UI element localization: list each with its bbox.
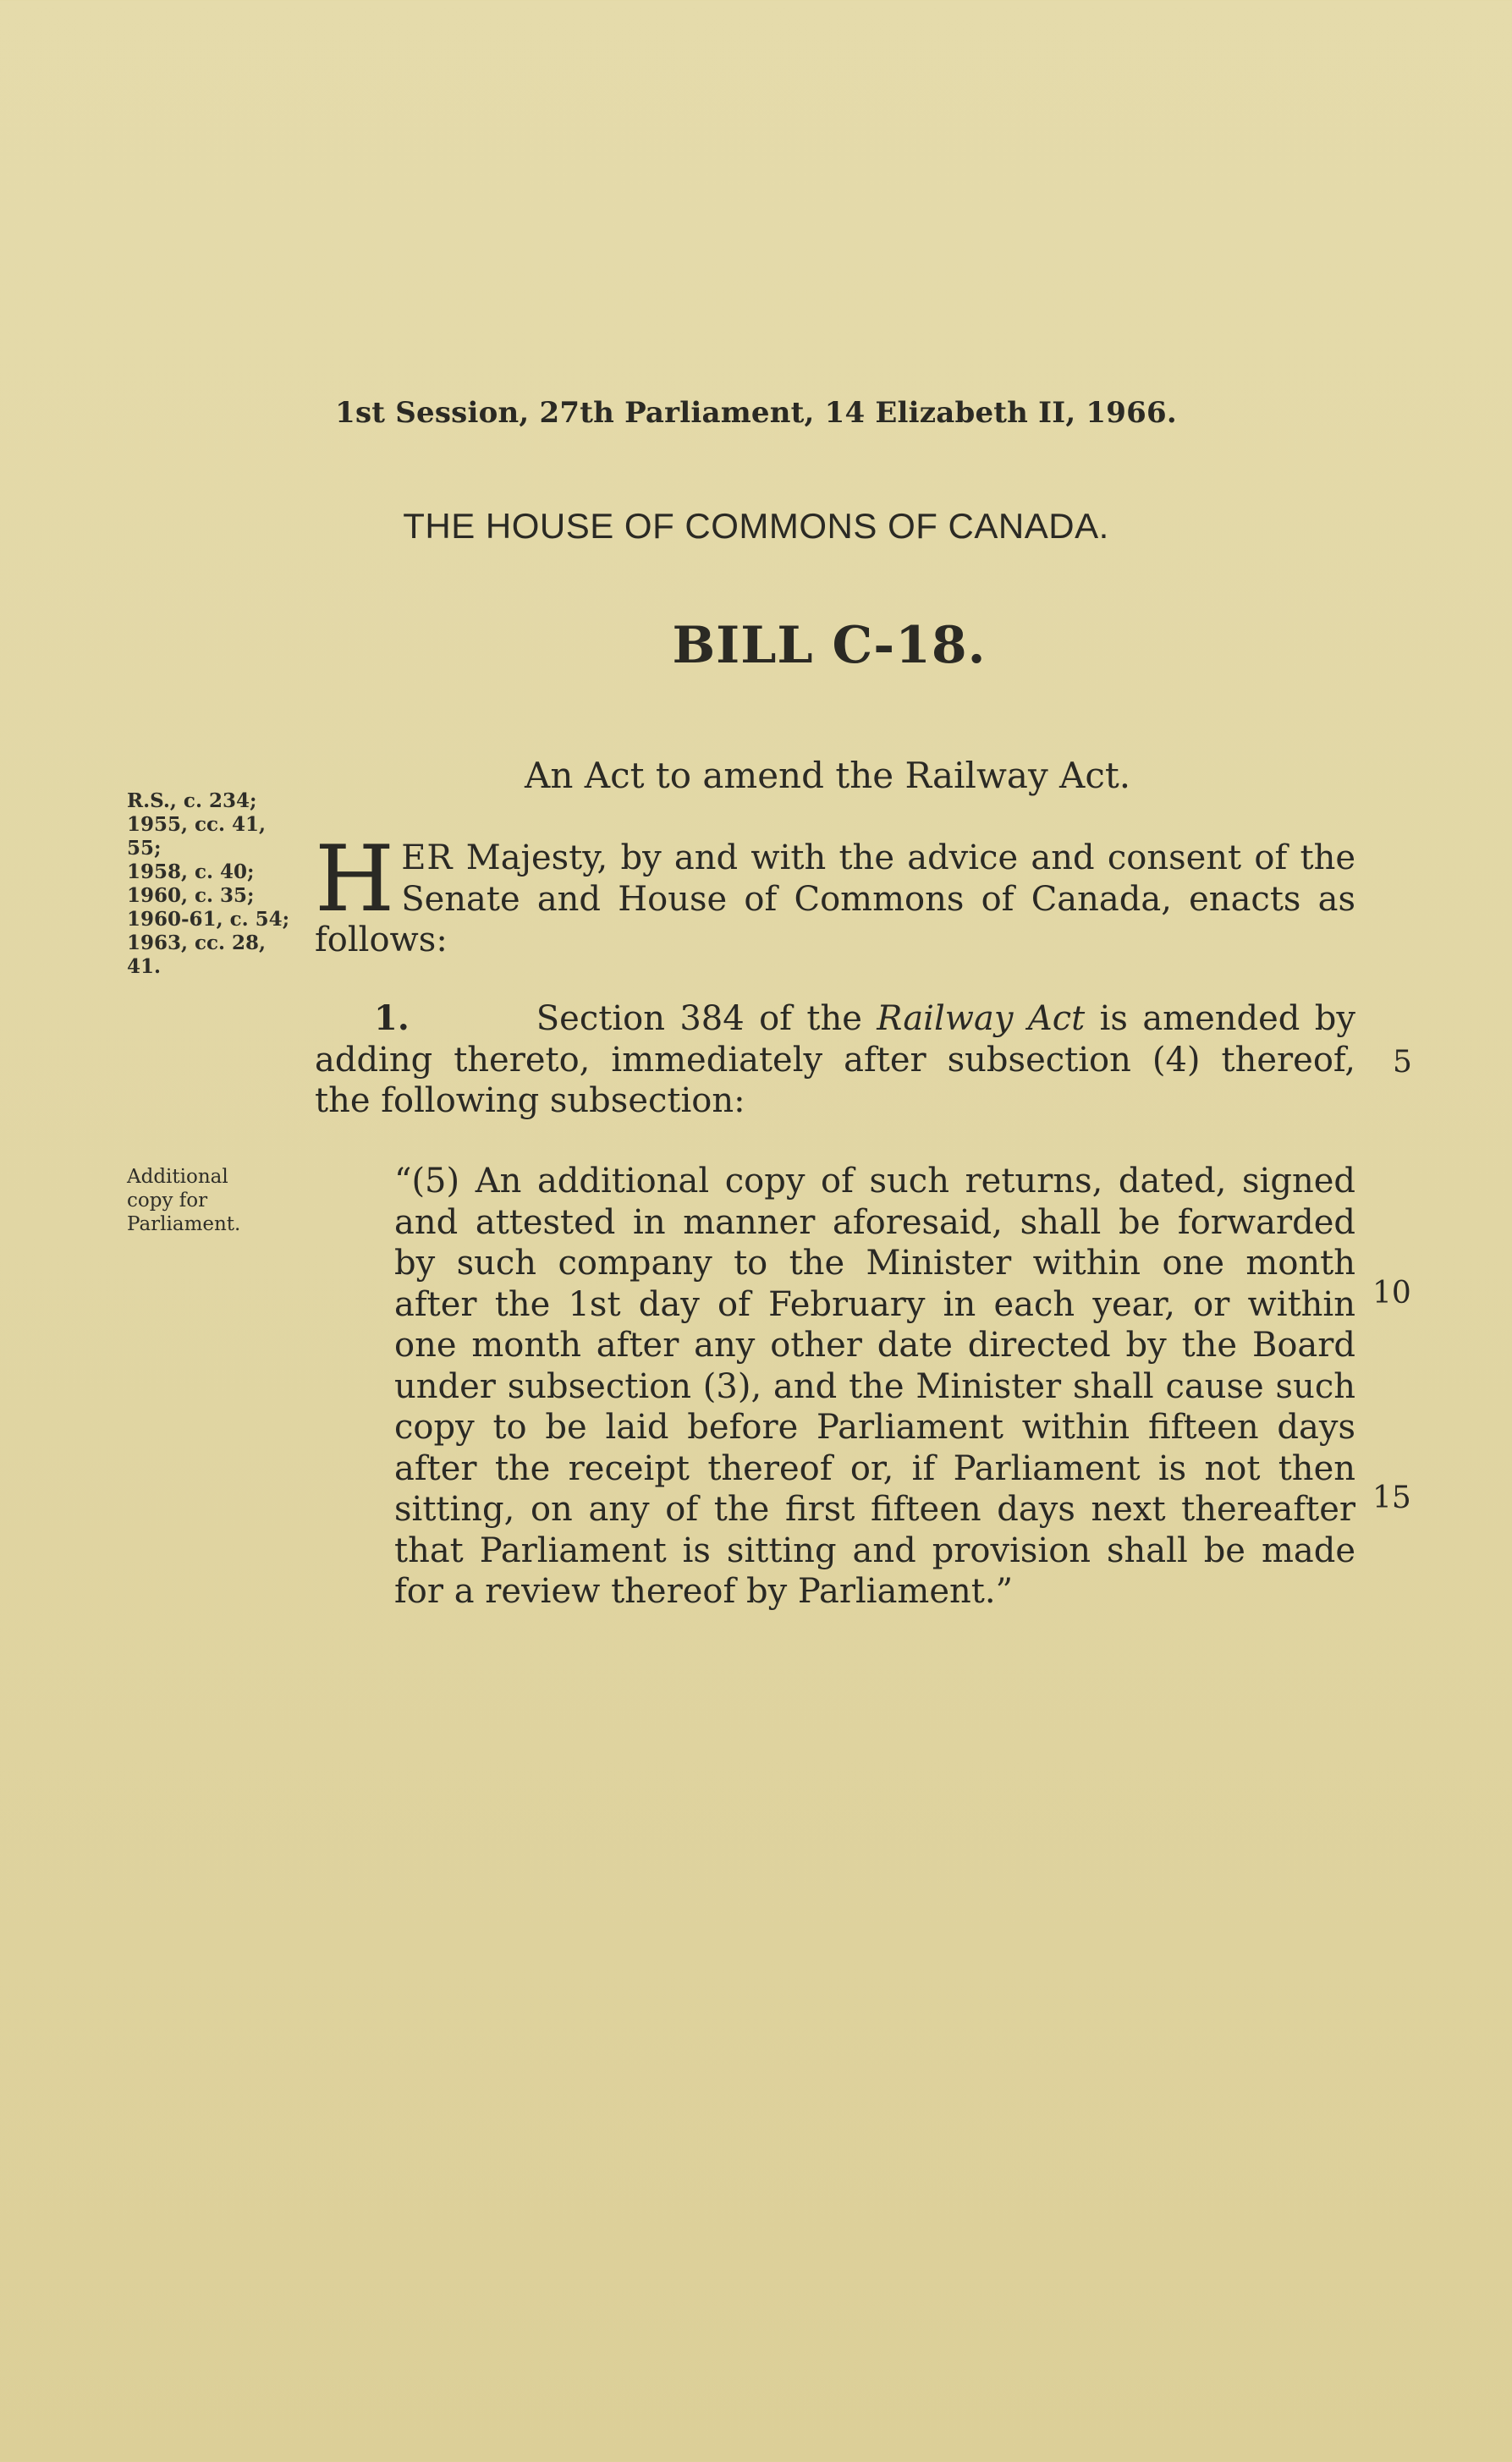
statute-references: [127, 789, 313, 979]
statute-ref-line: 55;: [127, 837, 162, 860]
statute-ref-line: 1955, cc. 41,: [127, 813, 267, 836]
bill-title: BILL C-18.: [672, 616, 987, 675]
statute-ref-line: 1963, cc. 28,: [127, 931, 267, 954]
line-number-5: 5: [1393, 1045, 1412, 1080]
margin-note-line: Parliament.: [127, 1213, 241, 1235]
margin-note-line: copy for: [127, 1190, 208, 1212]
line-number-15: 15: [1372, 1481, 1411, 1515]
subsection-5: “(5) An additional copy of such returns, dated, signed and attested in manner aforesaid, shall be forwarded by such company to the Minister within one month after the 1st day of February in each year, or within one month after any other date directed by the Board under subsection (3), and the Minister shall cause such copy to be laid before Parliament within fifteen days after the receipt thereof or, if Parliament is not then sitting, on any of the first fifteen days next thereafter that Parliament is sitting and provision shall be made for a review thereof by Parliament.”: [394, 1162, 1355, 1611]
house-header: THE HOUSE OF COMMONS OF CANADA.: [403, 506, 1109, 546]
section-number: 1.: [374, 998, 410, 1038]
statute-ref-line: 1960, c. 35;: [127, 884, 255, 907]
statute-ref-line: 1958, c. 40;: [127, 860, 255, 883]
section-text-before: Section 384 of the: [536, 999, 877, 1038]
enacting-smallcaps: ER: [401, 838, 454, 877]
margin-note-line: Additional: [127, 1166, 228, 1188]
enacting-text: Majesty, by and with the advice and consent of the Senate and House of Commons of Canada, enacts as follows:: [315, 838, 1355, 959]
drop-cap: H: [315, 827, 395, 932]
act-name: Railway Act: [877, 999, 1086, 1038]
section-1: [315, 998, 1355, 1122]
section-text-after: is amended by adding thereto, immediately after subsection (4) thereof, the following subsection:: [315, 999, 1356, 1120]
statute-ref-line: 1960-61, c. 54;: [127, 908, 290, 931]
session-header: 1st Session, 27th Parliament, 14 Elizabeth II, 1966.: [335, 396, 1177, 430]
act-title: An Act to amend the Railway Act.: [525, 755, 1131, 796]
additional-copy-note: [127, 1165, 296, 1236]
statute-ref-line: 41.: [127, 955, 162, 978]
statute-ref-line: R.S., c. 234;: [127, 789, 257, 812]
line-number-10: 10: [1372, 1276, 1411, 1311]
enacting-clause: [315, 827, 1355, 961]
